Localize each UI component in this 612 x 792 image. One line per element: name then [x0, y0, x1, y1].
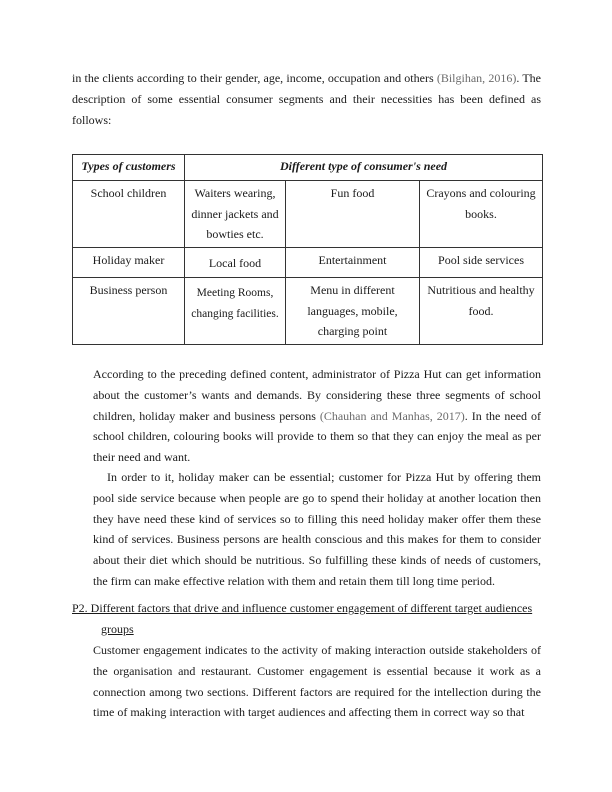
table-row [73, 248, 543, 278]
analysis-citation: (Chauhan and Manhas, 2017) [319, 408, 465, 423]
header-types-of-customers: Types of customers [73, 155, 185, 181]
intro-text-end: . The description of some essential consumer segments and their necessities has been defined as follows: [72, 71, 542, 127]
customer-cell: Business person [73, 278, 185, 345]
intro-text: in the clients according to their gender, age, income, occupation and others [72, 71, 437, 85]
customer-cell: School children [73, 181, 185, 248]
need-cell: Menu in different languages, mobile, charging point [286, 278, 420, 345]
header-consumer-need: Different type of consumer's need [185, 155, 543, 181]
intro-citation: (Bilgihan, 2016) [436, 71, 517, 85]
heading-line-1: P2. Different factors that drive and influence customer engagement of different target audiences [72, 601, 533, 615]
customer-needs-table [72, 154, 543, 345]
need-cell: Fun food [286, 181, 420, 248]
holiday-paragraph: In order to it, holiday maker can be essential; customer for Pizza Hut by offering them pool side service because when people are go to spend their holiday at another location then they have need these kind of services so to filling this need holiday maker offer them these kind of services. Business persons are health conscious and this makes for them to consider about their diet which should be nutritious. So fulfilling these kinds of needs of customers, the firm can make effective relation with them and retain them till long time period. [93, 470, 541, 588]
engagement-paragraph: Customer engagement indicates to the activity of making interaction outside stakeholders of the organisation and restaurant. Customer engagement is essential because it work as a connection among two sections. Different factors are required for the intellection during the time of making interaction with target audiences and affecting them in correct way so that [93, 643, 541, 720]
need-cell: Crayons and colouring books. [420, 181, 543, 248]
intro-paragraph [72, 68, 541, 130]
heading-line-2: groups [101, 621, 134, 636]
table-row [73, 181, 543, 248]
need-cell: Local food [185, 248, 286, 278]
table-row [73, 278, 543, 345]
analysis-paragraph [93, 364, 541, 468]
table-header-row [73, 155, 543, 181]
section-heading [72, 598, 542, 639]
need-cell: Meeting Rooms, changing facilities. [185, 278, 286, 345]
need-cell: Pool side services [420, 248, 543, 278]
need-cell: Nutritious and healthy food. [420, 278, 543, 345]
need-cell: Entertainment [286, 248, 420, 278]
analysis-text: According to the preceding defined content, administrator of Pizza Hut can get information about the customer’s wants and demands. By considering these three segments of school children, holiday maker and business persons [93, 367, 541, 423]
analysis-text-end: . In the need of school children, colouring books will provide to them so that they can enjoy the meal as per their need and want. [93, 408, 541, 465]
need-cell: Waiters wearing, dinner jackets and bowties etc. [185, 181, 286, 248]
customer-cell: Holiday maker [73, 248, 185, 278]
